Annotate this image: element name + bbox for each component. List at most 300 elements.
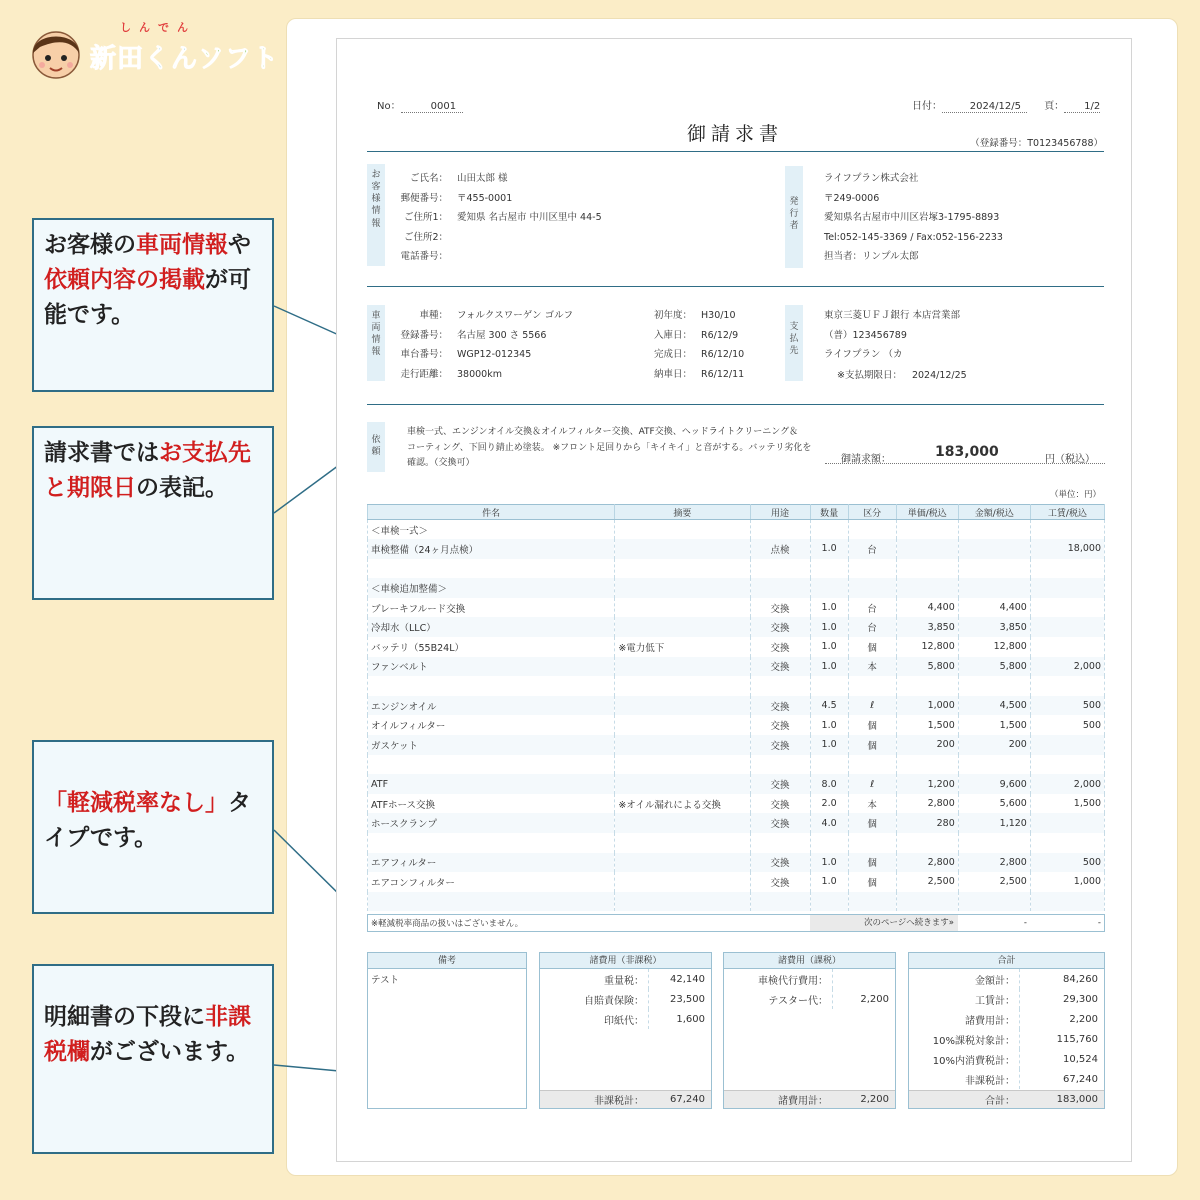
logo-title: 新田くんソフト — [90, 44, 280, 74]
table-cell: 台 — [848, 617, 896, 637]
table-cell: 500 — [1030, 715, 1104, 735]
table-row — [368, 696, 1105, 716]
table-cell: 2,500 — [958, 872, 1030, 892]
payment-line: （普）123456789 — [824, 329, 907, 341]
table-cell: ＜車検一式＞ — [368, 520, 615, 540]
table-cell: 1,500 — [958, 715, 1030, 735]
table-row — [368, 559, 1105, 579]
table-cell: 3,850 — [896, 617, 958, 637]
summary-row — [909, 1029, 1104, 1049]
table-cell — [896, 676, 958, 696]
table-cell: 2,000 — [1030, 657, 1104, 677]
table-row — [368, 657, 1105, 677]
info-key: 初年度： — [653, 310, 692, 321]
table-cell: 8.0 — [810, 774, 848, 794]
column-header: 用途 — [750, 505, 810, 520]
table-row — [368, 715, 1105, 735]
column-header: 数量 — [810, 505, 848, 520]
table-cell: 1.0 — [810, 657, 848, 677]
table-cell — [896, 520, 958, 540]
summary-row — [909, 1069, 1104, 1089]
table-cell: 台 — [848, 598, 896, 618]
info-row — [392, 345, 573, 365]
table-cell — [615, 598, 750, 618]
divider — [367, 404, 1104, 405]
table-cell: 点検 — [750, 539, 810, 559]
table-cell: ℓ — [848, 774, 896, 794]
summary-row — [540, 989, 711, 1009]
info-row — [392, 208, 602, 228]
summary-footer — [909, 1090, 1104, 1108]
table-row — [368, 774, 1105, 794]
table-cell: エアコンフィルター — [368, 872, 615, 892]
table-cell: 1,000 — [1030, 872, 1104, 892]
column-header: 摘要 — [615, 505, 750, 520]
detail-table — [367, 504, 1105, 911]
callout-text: の表記。 — [136, 474, 228, 501]
table-cell: 個 — [848, 813, 896, 833]
info-value: 山田太郎 様 — [457, 173, 508, 184]
table-cell — [810, 833, 848, 853]
table-cell — [615, 578, 750, 598]
table-cell: ℓ — [848, 696, 896, 716]
issuer-line: 愛知県名古屋市中川区岩塚3-1795-8893 — [824, 212, 1000, 223]
info-key: ご住所2： — [403, 231, 448, 243]
table-cell: オイルフィルター — [368, 715, 615, 735]
summary-key: 重量税： — [604, 975, 644, 987]
table-row — [368, 833, 1105, 853]
table-cell: ブレーキフルード交換 — [368, 598, 615, 618]
callout-text: 非課税欄 — [44, 1004, 251, 1065]
payment-label: 支 払 先 — [785, 305, 803, 381]
table-cell: 9,600 — [958, 774, 1030, 794]
table-cell: ※電力低下 — [615, 637, 750, 657]
table-cell — [958, 892, 1030, 912]
summary-value: 67,240 — [1019, 1069, 1104, 1089]
table-cell: ＜車検追加整備＞ — [368, 578, 615, 598]
table-cell: エアフィルター — [368, 853, 615, 873]
info-key: 納車日： — [653, 368, 692, 380]
summary-value: 2,200 — [860, 1094, 889, 1105]
invoice-no: No： 0001 — [377, 97, 463, 113]
table-cell — [750, 559, 810, 579]
table-cell — [958, 559, 1030, 579]
table-row — [368, 872, 1105, 892]
table-cell: ATFホース交換 — [368, 794, 615, 814]
info-value: 名古屋 300 さ 5566 — [457, 329, 547, 341]
table-row — [368, 794, 1105, 814]
table-cell: 交換 — [750, 637, 810, 657]
summary-key: 非課税計： — [965, 1075, 1015, 1087]
issuer-line: Tel:052-145-3369 / Fax:052-156-2233 — [824, 231, 1003, 243]
info-key: 走行距離： — [400, 368, 448, 380]
table-cell — [1030, 892, 1104, 912]
summary-row — [909, 1049, 1104, 1069]
info-value: H30/10 — [701, 310, 736, 321]
table-cell: 2,800 — [896, 853, 958, 873]
table-cell: ガスケット — [368, 735, 615, 755]
summary-key: 車検代行費用： — [758, 975, 828, 987]
callout-payment — [32, 426, 274, 600]
divider — [367, 151, 1104, 152]
request-line: 車検一式、エンジンオイル交換＆オイルフィルター交換、ATF交換、ヘッドライトクリーニング＆ — [407, 427, 799, 437]
table-cell — [848, 520, 896, 540]
info-key: 入庫日： — [653, 329, 692, 341]
table-cell: 2,500 — [896, 872, 958, 892]
table-cell — [1030, 598, 1104, 618]
nontax-fees — [539, 952, 712, 1109]
info-row — [392, 365, 573, 385]
summary-value: 23,500 — [648, 989, 711, 1009]
summary-footer — [724, 1090, 895, 1108]
table-cell: 1.0 — [810, 735, 848, 755]
summary-row — [909, 989, 1104, 1009]
summary-row — [909, 1009, 1104, 1029]
summary-key: テスター代： — [768, 995, 828, 1007]
table-cell — [615, 755, 750, 775]
table-row — [368, 617, 1105, 637]
summary-row — [724, 969, 895, 989]
table-cell: 1.0 — [810, 617, 848, 637]
table-cell: 交換 — [750, 872, 810, 892]
table-cell — [958, 676, 1030, 696]
table-cell: 1,500 — [896, 715, 958, 735]
info-row — [642, 306, 744, 326]
table-cell: 2,800 — [958, 853, 1030, 873]
table-cell: 1,200 — [896, 774, 958, 794]
callout-text: タイプです。 — [44, 790, 251, 851]
table-cell — [1030, 755, 1104, 775]
table-cell — [810, 559, 848, 579]
table-cell — [958, 539, 1030, 559]
invoice-title: 御請求書 — [686, 123, 783, 145]
table-row — [368, 520, 1105, 540]
request-line: コーティング、下回り錆止め塗装。 ※フロント足回りから「キイキイ」と音がする。バッテリ劣化を — [407, 442, 812, 453]
table-cell: 交換 — [750, 657, 810, 677]
table-cell — [1030, 617, 1104, 637]
info-value: 〒455-0001 — [457, 192, 513, 204]
totals — [908, 952, 1105, 1109]
column-header: 区分 — [848, 505, 896, 520]
table-row — [368, 735, 1105, 755]
table-cell — [848, 892, 896, 912]
summary-key: 非課税計： — [594, 1096, 644, 1107]
table-cell — [896, 539, 958, 559]
table-cell — [958, 833, 1030, 853]
table-cell — [896, 892, 958, 912]
table-cell: エンジンオイル — [368, 696, 615, 716]
table-cell — [750, 833, 810, 853]
info-key: 電話番号： — [400, 251, 448, 262]
table-cell — [1030, 559, 1104, 579]
info-row — [642, 345, 744, 365]
table-cell — [368, 755, 615, 775]
summary-value: 2,200 — [832, 989, 895, 1009]
table-cell — [750, 676, 810, 696]
table-cell: 2.0 — [810, 794, 848, 814]
table-cell: 交換 — [750, 696, 810, 716]
table-cell: ファンベルト — [368, 657, 615, 677]
table-cell — [810, 755, 848, 775]
table-cell — [615, 617, 750, 637]
summary-key: 工賃計： — [975, 995, 1015, 1007]
invoice-paper — [336, 38, 1132, 1162]
taxed-fees — [723, 952, 896, 1109]
table-cell: 交換 — [750, 715, 810, 735]
table-cell — [1030, 637, 1104, 657]
info-row — [392, 326, 573, 346]
table-cell: ホースクランプ — [368, 813, 615, 833]
payment-line: 東京三菱ＵＦＪ銀行 本店営業部 — [824, 310, 961, 321]
table-cell: 交換 — [750, 853, 810, 873]
table-cell — [750, 755, 810, 775]
table-cell — [615, 559, 750, 579]
column-header: 件名 — [368, 505, 615, 520]
callout-text: や — [228, 232, 251, 258]
info-key: 郵便番号： — [400, 192, 448, 204]
table-cell: 交換 — [750, 617, 810, 637]
table-cell — [1030, 833, 1104, 853]
table-cell: 交換 — [750, 794, 810, 814]
summary-value — [832, 969, 895, 989]
table-cell — [896, 559, 958, 579]
callout-text: 請求書では — [44, 440, 159, 466]
table-cell: 5,600 — [958, 794, 1030, 814]
table-row — [368, 676, 1105, 696]
summary-row — [540, 969, 711, 989]
table-cell — [368, 676, 615, 696]
table-cell — [615, 657, 750, 677]
table-cell: 交換 — [750, 735, 810, 755]
table-row — [368, 637, 1105, 657]
table-cell — [810, 676, 848, 696]
table-cell — [1030, 578, 1104, 598]
table-cell — [848, 833, 896, 853]
customer-info — [392, 169, 602, 267]
table-cell: 1.0 — [810, 715, 848, 735]
table-cell: 280 — [896, 813, 958, 833]
summary-value: 10,524 — [1019, 1049, 1104, 1069]
invoice-date: 日付： 2024/12/5 頁： 1/2 — [912, 101, 1101, 112]
table-cell — [896, 578, 958, 598]
table-cell: 5,800 — [896, 657, 958, 677]
customer-label: お 客 様 情 報 — [367, 164, 385, 266]
table-cell: 個 — [848, 853, 896, 873]
due-date: ※支払期限日： 2024/12/25 — [837, 370, 967, 381]
table-row — [368, 853, 1105, 873]
summary-key: 諸費用計： — [778, 1096, 828, 1107]
column-header: 単価/税込 — [896, 505, 958, 520]
remarks-box: 備考 テスト — [367, 952, 527, 1109]
table-cell — [615, 715, 750, 735]
info-value — [448, 247, 457, 267]
table-cell: 1.0 — [810, 637, 848, 657]
table-cell: 1.0 — [810, 539, 848, 559]
table-cell: 1.0 — [810, 598, 848, 618]
summary-key: 諸費用計： — [965, 1015, 1015, 1027]
table-cell — [810, 520, 848, 540]
table-cell — [958, 520, 1030, 540]
info-key: ご住所1： — [403, 212, 448, 223]
table-cell: 18,000 — [1030, 539, 1104, 559]
table-cell: 1,500 — [1030, 794, 1104, 814]
info-value: 38000km — [457, 368, 502, 380]
table-cell — [615, 833, 750, 853]
payment-line: ライフプラン （カ — [824, 349, 903, 360]
callout-text: がございます。 — [90, 1038, 250, 1065]
table-cell — [848, 676, 896, 696]
table-cell: 4,500 — [958, 696, 1030, 716]
table-cell: 1,000 — [896, 696, 958, 716]
work-dates — [642, 306, 744, 384]
callout-text: お客様の — [44, 232, 136, 258]
issuer-line: ライフプラン株式会社 — [824, 173, 919, 184]
table-cell — [1030, 520, 1104, 540]
column-header: 金額/税込 — [958, 505, 1030, 520]
table-cell: 冷却水（LLC） — [368, 617, 615, 637]
logo-ruby: しんでん — [120, 21, 196, 34]
table-row — [368, 539, 1105, 559]
table-row — [368, 892, 1105, 912]
info-value: R6/12/10 — [701, 349, 745, 360]
summary-title: 合計 — [909, 953, 1104, 969]
table-cell: 1.0 — [810, 853, 848, 873]
table-row — [368, 578, 1105, 598]
table-cell: 200 — [896, 735, 958, 755]
info-row — [392, 169, 602, 189]
info-row — [392, 247, 602, 267]
table-cell — [1030, 676, 1104, 696]
table-cell — [896, 755, 958, 775]
table-cell — [615, 774, 750, 794]
table-cell: 車検整備（24ヶ月点検） — [368, 539, 615, 559]
info-value — [448, 228, 457, 248]
table-cell: 本 — [848, 657, 896, 677]
table-cell: 12,800 — [958, 637, 1030, 657]
summary-key: 自賠責保険： — [584, 995, 644, 1007]
summary-value: 183,000 — [1056, 1094, 1098, 1105]
info-value: R6/12/9 — [701, 329, 739, 341]
summary-value: 42,140 — [648, 969, 711, 989]
table-cell: 個 — [848, 872, 896, 892]
callout-nontax — [32, 964, 274, 1154]
table-cell: 5,800 — [958, 657, 1030, 677]
payment-info — [824, 306, 960, 365]
callout-text: お支払先と期限日 — [44, 440, 251, 501]
info-key: 登録番号： — [400, 329, 448, 341]
summary-value: 84,260 — [1019, 969, 1104, 989]
callout-vehicle-info — [32, 218, 274, 392]
table-row — [368, 813, 1105, 833]
table-cell: 3,850 — [958, 617, 1030, 637]
info-key: ご氏名： — [409, 173, 448, 184]
table-cell — [615, 520, 750, 540]
table-cell: 2,800 — [896, 794, 958, 814]
table-cell: 個 — [848, 715, 896, 735]
table-cell — [1030, 813, 1104, 833]
table-cell — [848, 755, 896, 775]
table-cell: ※オイル漏れによる交換 — [615, 794, 750, 814]
table-footer: ※軽減税率商品の扱いはございません。 次のページへ続きます» - - — [367, 914, 1105, 932]
info-key: 完成日： — [653, 349, 692, 360]
summary-value: 115,760 — [1019, 1029, 1104, 1049]
info-row — [642, 326, 744, 346]
table-cell — [615, 539, 750, 559]
summary-value: 1,600 — [648, 1009, 711, 1029]
info-row — [392, 228, 602, 248]
table-cell — [1030, 735, 1104, 755]
table-cell — [896, 833, 958, 853]
info-value: フォルクスワーゲン ゴルフ — [457, 310, 574, 321]
request-line: 確認。（交換可） — [407, 458, 475, 468]
summary-row — [909, 969, 1104, 989]
unit-note: （単位：円） — [1049, 490, 1101, 500]
summary-value: 29,300 — [1019, 989, 1104, 1009]
table-cell: 台 — [848, 539, 896, 559]
table-cell: バッテリ（55B24L） — [368, 637, 615, 657]
table-cell — [958, 755, 1030, 775]
info-key: 車種： — [419, 310, 448, 321]
callout-text: が可能です。 — [44, 266, 251, 328]
summary-footer — [540, 1090, 711, 1108]
callout-text: 「軽減税率なし」 — [44, 790, 228, 816]
table-cell: 500 — [1030, 853, 1104, 873]
table-cell — [750, 578, 810, 598]
request-text — [407, 425, 811, 472]
summary-value: 2,200 — [1019, 1009, 1104, 1029]
table-cell — [615, 735, 750, 755]
table-cell: 4,400 — [896, 598, 958, 618]
summary-row — [540, 1009, 711, 1029]
summary-key: 印紙代： — [604, 1015, 644, 1027]
table-cell: 1,120 — [958, 813, 1030, 833]
callout-text: 依頼内容の掲載 — [44, 266, 205, 293]
table-cell: 4.5 — [810, 696, 848, 716]
summary-title: 諸費用（課税） — [724, 953, 895, 969]
request-label: 依 頼 — [367, 422, 385, 472]
issuer-info — [824, 169, 1003, 267]
registration-number: （登録番号：T0123456788） — [970, 138, 1103, 149]
table-cell — [958, 578, 1030, 598]
table-cell — [848, 578, 896, 598]
table-cell: 500 — [1030, 696, 1104, 716]
table-cell: ATF — [368, 774, 615, 794]
summary-key: 合計： — [985, 1096, 1015, 1107]
column-header: 工賃/税込 — [1030, 505, 1104, 520]
info-row — [392, 189, 602, 209]
table-cell: 個 — [848, 735, 896, 755]
summary-key: 10%課税対象計： — [932, 1035, 1015, 1047]
table-cell — [615, 813, 750, 833]
info-key: 車台番号： — [400, 349, 448, 360]
callout-text: 明細書の下段に — [44, 1004, 205, 1030]
info-row — [392, 306, 573, 326]
table-cell — [810, 892, 848, 912]
table-cell — [368, 559, 615, 579]
info-row — [642, 365, 744, 385]
table-cell: 本 — [848, 794, 896, 814]
vehicle-info — [392, 306, 573, 384]
callout-text: 車両情報 — [136, 232, 228, 258]
table-cell — [615, 853, 750, 873]
callout-tax-type — [32, 740, 274, 914]
vehicle-label: 車 両 情 報 — [367, 305, 385, 381]
summary-key: 金額計： — [975, 975, 1015, 987]
table-cell — [615, 872, 750, 892]
table-cell: 200 — [958, 735, 1030, 755]
summary-title: 諸費用（非課税） — [540, 953, 711, 969]
table-row — [368, 598, 1105, 618]
